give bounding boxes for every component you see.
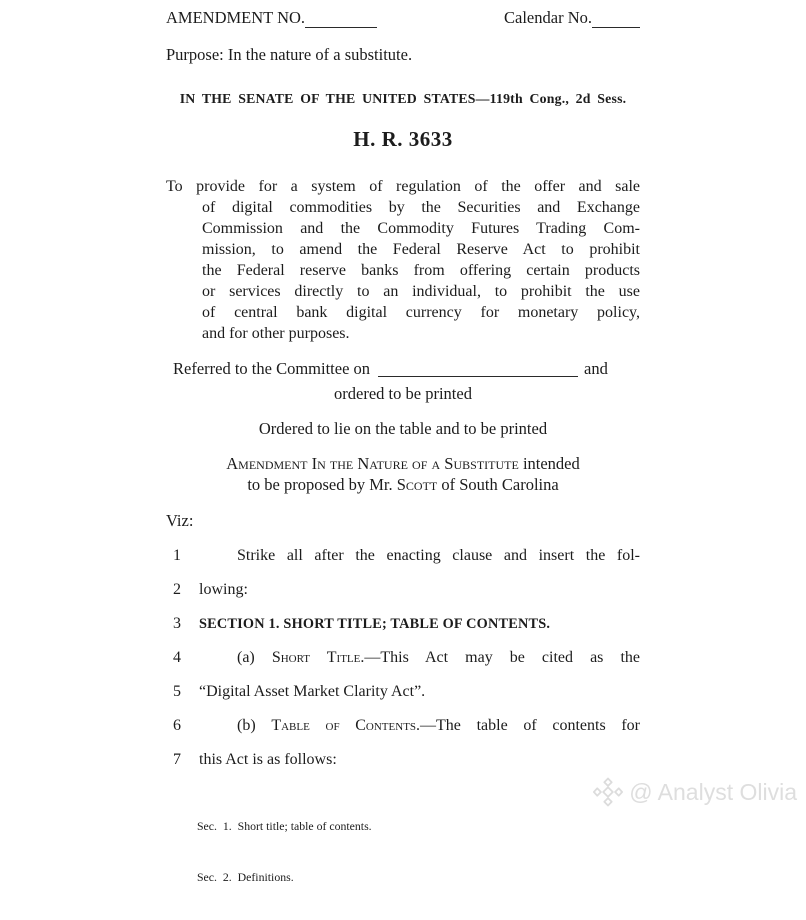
- line-number: 7: [173, 751, 181, 768]
- summary-line: of central bank digital currency for monetary policy,: [202, 304, 640, 321]
- toc-entry: Sec. 1. Short title; table of contents.: [197, 819, 372, 833]
- senate-session-heading: IN THE SENATE OF THE UNITED STATES—119th Cong., 2d Sess.: [179, 91, 627, 106]
- line-text-segment: .—The table of contents for: [416, 717, 641, 734]
- summary-line: and for other purposes.: [202, 325, 350, 342]
- amendment-no-label: AMENDMENT NO.: [166, 8, 306, 27]
- referred-prefix: Referred to the Committee on: [173, 359, 371, 378]
- watermark-text: @ Analyst Olivia: [629, 778, 797, 805]
- line-text: [199, 716, 640, 736]
- proposer-pre: to be proposed by Mr.: [247, 475, 397, 494]
- lie-on-table-line: Ordered to lie on the table and to be printed: [258, 419, 548, 438]
- amendment-substitute-block: [166, 453, 640, 495]
- line-text-smallcaps: Short Title: [271, 649, 361, 666]
- amendment-substitute-smallcaps: Amendment In the Nature of a Substitute: [226, 454, 519, 473]
- line-text: this Act is as follows:: [199, 751, 337, 768]
- line-number: 5: [173, 683, 181, 700]
- line-text-segment: (b): [237, 717, 272, 734]
- summary-line: Commission and the Commodity Futures Trading Com-: [202, 220, 640, 237]
- proposer-name: Scott: [396, 475, 438, 494]
- line-number: 1: [173, 547, 181, 564]
- document-page: [166, 8, 640, 920]
- line-text: [199, 648, 640, 668]
- line-text: “Digital Asset Market Clarity Act”.: [199, 683, 426, 700]
- line-text-segment: (a): [237, 649, 272, 666]
- bill-number: H. R. 3633: [353, 127, 453, 151]
- line-text: lowing:: [199, 581, 248, 598]
- amendment-text-body: [166, 546, 640, 770]
- amendment-substitute-line: [166, 453, 640, 474]
- referred-suffix: and: [584, 359, 608, 378]
- calendar-no-label: Calendar No.: [504, 8, 592, 27]
- header-row: [166, 8, 640, 28]
- numbered-line: [166, 614, 640, 634]
- numbered-line: [166, 750, 640, 770]
- proposer-line: [166, 474, 640, 495]
- referred-committee-block: [166, 359, 640, 404]
- line-text-smallcaps: Table of Contents: [271, 717, 417, 734]
- calendar-no-group: [504, 8, 640, 28]
- bill-long-title: [166, 176, 640, 344]
- numbered-line: [166, 682, 640, 702]
- summary-line: of digital commodities by the Securities and Exchange: [202, 199, 640, 216]
- summary-line: To provide for a system of regulation of the offer and sale: [166, 178, 640, 195]
- line-number: 2: [173, 581, 181, 598]
- line-number: 6: [173, 717, 181, 734]
- diamond-logo-icon: [593, 777, 623, 807]
- numbered-line: [166, 648, 640, 668]
- line-number: 4: [173, 649, 181, 666]
- numbered-line: [166, 716, 640, 736]
- purpose-line: Purpose: In the nature of a substitute.: [166, 45, 413, 64]
- numbered-line: [166, 546, 640, 566]
- referred-committee-line: [166, 359, 640, 379]
- toc-entry: Sec. 2. Definitions.: [197, 870, 294, 884]
- summary-line: mission, to amend the Federal Reserve Act to prohibit: [202, 241, 640, 258]
- watermark: [593, 777, 797, 807]
- summary-line: the Federal reserve banks from offering certain products: [202, 262, 640, 279]
- amendment-substitute-rest: intended: [518, 454, 580, 473]
- amendment-no-blank: [305, 12, 377, 28]
- line-text-segment: .—This Act may be cited as the: [360, 649, 640, 666]
- line-number: 3: [173, 615, 181, 632]
- amendment-no-group: [166, 8, 377, 28]
- numbered-line: [166, 580, 640, 600]
- viz-label: Viz:: [166, 511, 194, 530]
- ordered-printed-line: ordered to be printed: [334, 384, 472, 403]
- calendar-no-blank: [592, 12, 640, 28]
- proposer-post: of South Carolina: [437, 475, 559, 494]
- line-text: Strike all after the enacting clause and insert the fol-: [237, 547, 640, 564]
- summary-line: or services directly to an individual, to prohibit the use: [202, 283, 640, 300]
- section-heading: SECTION 1. SHORT TITLE; TABLE OF CONTENTS.: [199, 616, 551, 632]
- committee-name-blank: [378, 361, 578, 377]
- table-of-contents: [166, 784, 640, 920]
